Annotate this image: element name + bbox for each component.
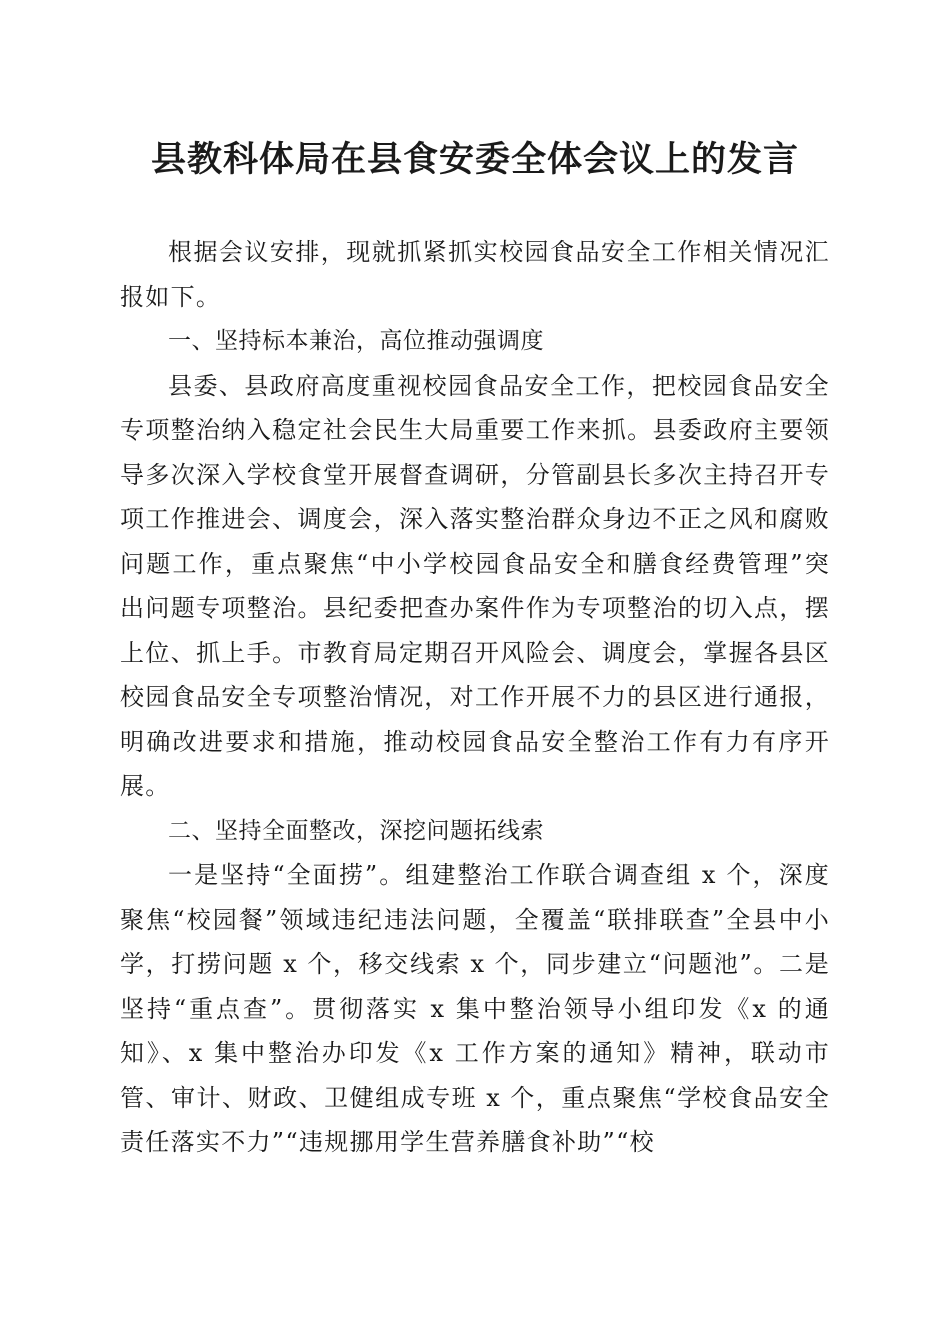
intro-paragraph: 根据会议安排，现就抓紧抓实校园食品安全工作相关情况汇报如下。	[120, 238, 830, 311]
document-body	[120, 230, 830, 1165]
document-title: 县教科体局在县食安委全体会议上的发言	[150, 139, 799, 180]
section-1-paragraph: 县委、县政府高度重视校园食品安全工作，把校园食品安全专项整治纳入稳定社会民生大局重要工作来抓。县委政府主要领导多次深入学校食堂开展督查调研，分管副县长多次主持召开专项工作推进会、调度会，深入落实整治群众身边不正之风和腐败问题工作，重点聚焦“中小学校园食品安全和膳食经费管理”突出问题专项整治。县纪委把查办案件作为专项整治的切入点，摆上位、抓上手。市教育局定期召开风险会、调度会，掌握各县区校园食品安全专项整治情况，对工作开展不力的县区进行通报，明确改进要求和措施，推动校园食品安全整治工作有力有序开展。	[120, 371, 830, 800]
section-2-heading: 二、坚持全面整改，深挖问题拓线索	[168, 817, 544, 844]
section-1-heading: 一、坚持标本兼治，高位推动强调度	[168, 328, 544, 354]
section-2-paragraph: 一是坚持“全面捞”。组建整治工作联合调查组 x 个，深度聚焦“校园餐”领域违纪违法问题，全覆盖“联排联查”全县中小学，打捞问题 x 个，移交线索 x 个，同步建立“问题池”。二是坚持“重点查”。贯彻落实 x 集中整治领导小组印发《x 的通知》、x 集中整治办印发《x 工作方案的通知》精神，联动市管、审计、财政、卫健组成专班 x 个，重点聚焦“学校食品安全责任落实不力”“违规挪用学生营养膳食补助”“校	[120, 861, 830, 1156]
